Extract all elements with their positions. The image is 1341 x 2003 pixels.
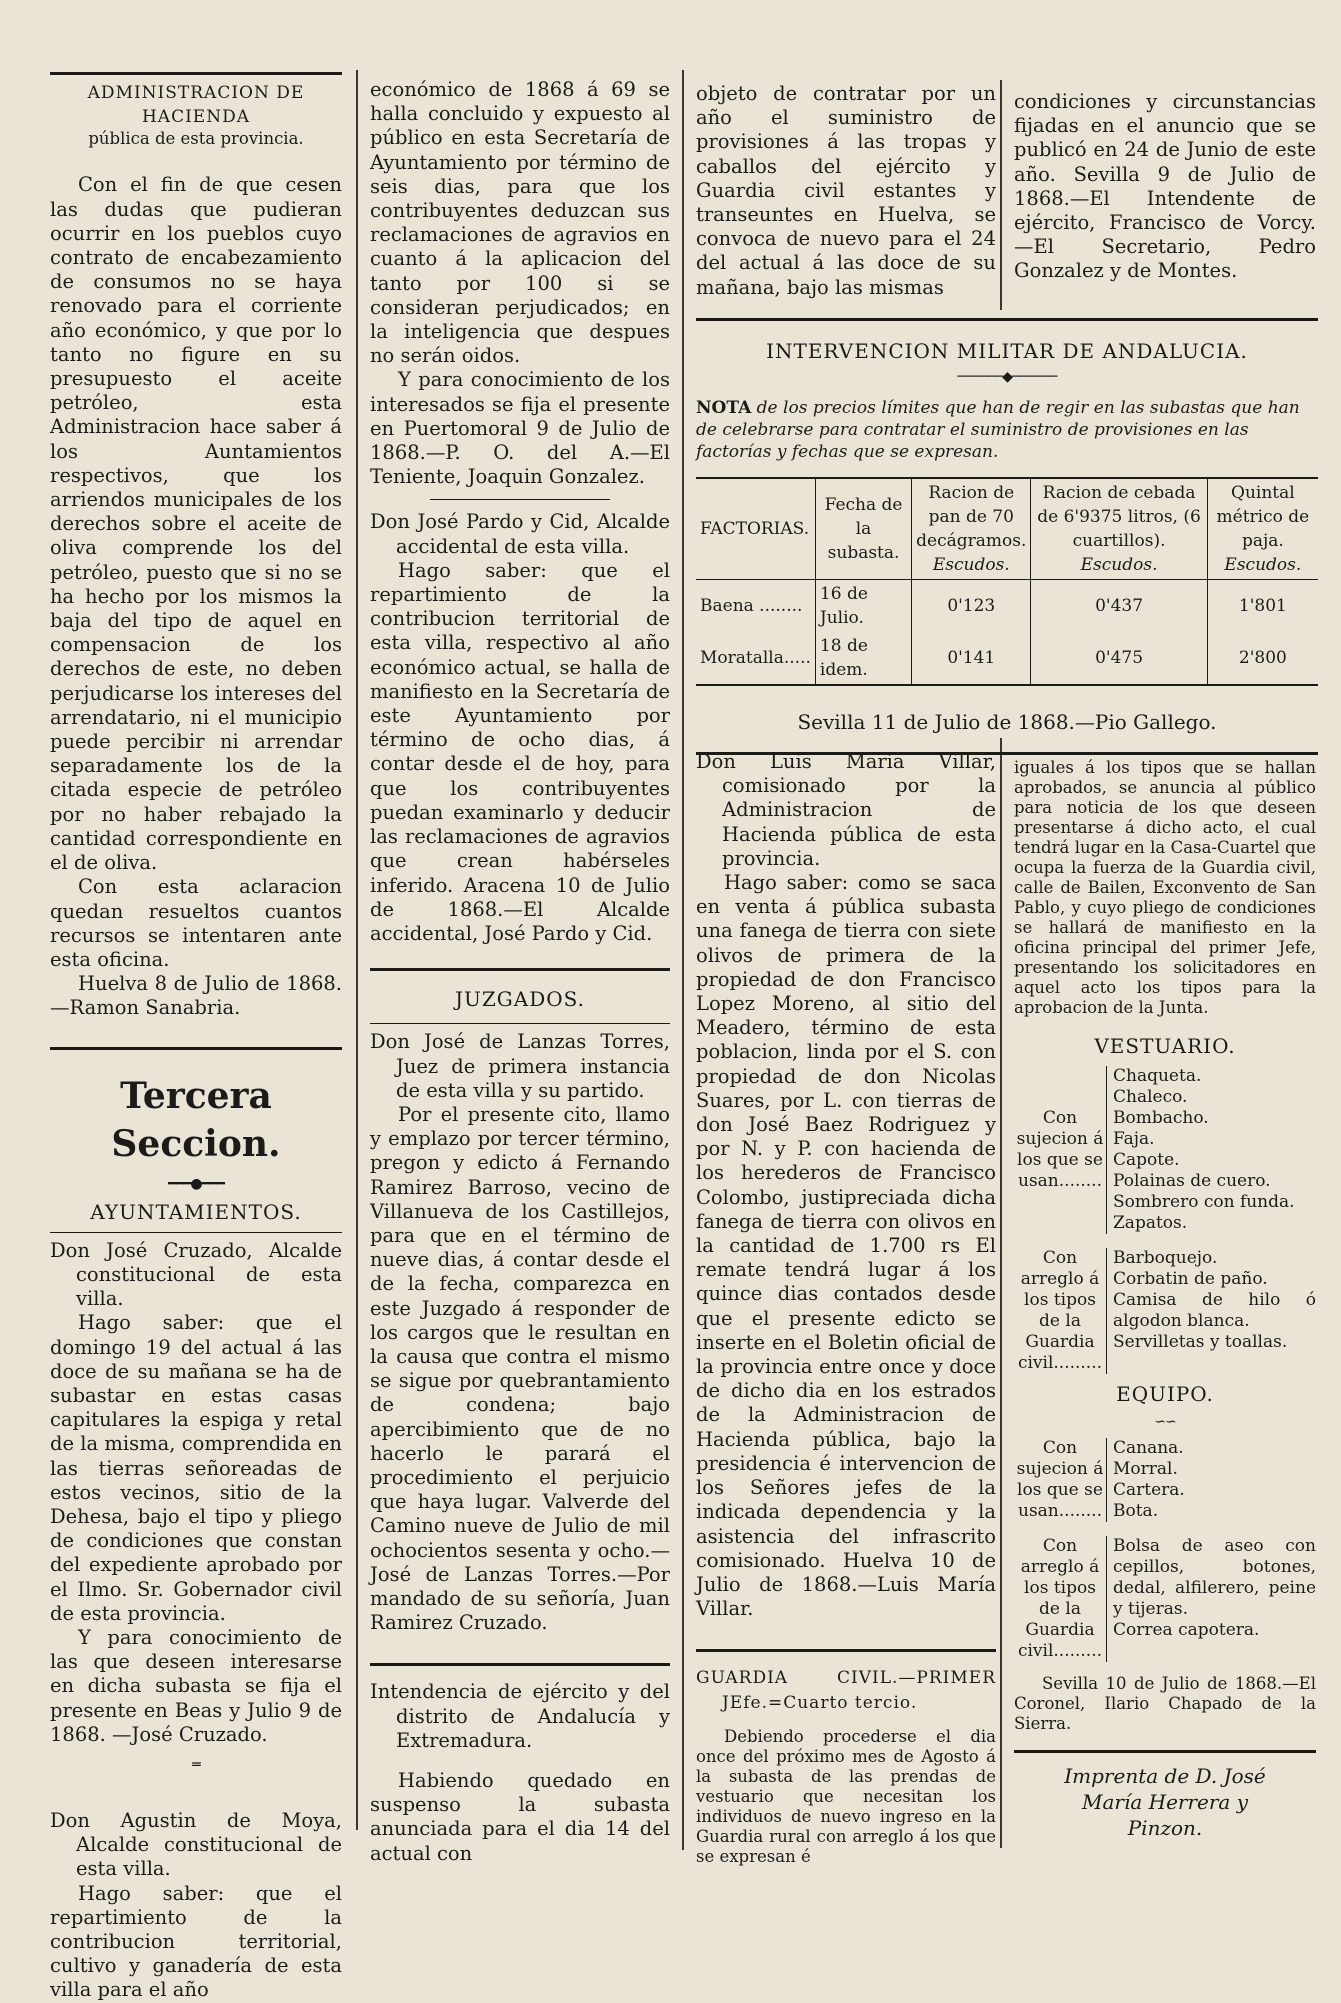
column-rule [356, 70, 358, 1830]
admin-title: ADMINISTRACION DE HACIENDA [87, 83, 305, 128]
group-vestuario-2 [1014, 1248, 1316, 1374]
group-equipo-2 [1014, 1536, 1316, 1662]
cell-fecha: 16 de Julio. [815, 580, 911, 633]
section-rule [1014, 1750, 1316, 1753]
section-rule [370, 968, 670, 971]
column-rule [682, 70, 684, 1850]
pardo-paragraph: Hago saber: que el repartimiento de la contribucion territorial de esta villa, respectivo al año económico actual, se halla de manifiesto en la Secretaría de este Ayuntamiento por término de ocho dias, á contar desde el de hoy, para que los contribuyentes puedan examinarlo y deducir las reclamaciones de agravios que crean habérseles inferido. Aracena 10 de Julio de 1868.—El Alcalde accidental, José Pardo y Cid. [370, 558, 670, 945]
cell-paja: 2'800 [1207, 632, 1318, 685]
nota-lead: NOTA [696, 398, 752, 418]
cell-pan: 0'123 [912, 580, 1031, 633]
ornament: ═ [192, 1756, 200, 1773]
guardia-title: GUARDIA CIVIL.—PRIMER JEfe.=Cuarto tercio. [696, 1668, 996, 1713]
column-rule [1000, 738, 1002, 1848]
col4-signature: Sevilla 10 de Julio de 1868.—El Coronel, Ilario Chapado de la Sierra. [1014, 1674, 1316, 1734]
col2-paragraph: económico de 1868 á 69 se halla concluido y expuesto al público en esta Secretaría de Ayuntamiento por término de seis dias, para que los contribuyentes deduzcan sus reclamaciones de agravios en cuanto á la aplicacion del tanto por 100 si se consideran perjudicados; en la inteligencia que despues no serán oidos. [370, 78, 670, 368]
admin-subtitle: pública de esta provincia. [88, 129, 304, 149]
group-label: Con sujecion á los que se usan........ [1016, 1438, 1104, 1522]
item-list [1106, 1066, 1316, 1234]
list-item: Sombrero con funda. [1113, 1192, 1295, 1213]
list-item: Canana. [1113, 1438, 1184, 1459]
cell-cebada: 0'475 [1031, 632, 1207, 685]
column-4 [1014, 758, 1316, 1841]
cruzado-paragraph: Y para conocimiento de las que deseen interesarse en dicha subasta se fija el presente en Beas y Julio 9 de 1868. —José Cruzado. [50, 1625, 342, 1746]
intendencia-paragraph: Habiendo quedado en suspenso la subasta anunciada para el dia 14 del actual con [370, 1769, 670, 1865]
list-item: Corbatin de paño. [1113, 1269, 1268, 1290]
equipo-title: EQUIPO. [1116, 1382, 1214, 1407]
divider [370, 1023, 670, 1024]
tercera-seccion-title: Tercera Seccion. [111, 1074, 281, 1165]
escudos-label: Escudos. [932, 555, 1010, 575]
section-rule [50, 1047, 342, 1050]
pardo-heading: Don José Pardo y Cid, Alcalde accidental de esta villa. [370, 510, 670, 558]
divider [50, 1232, 342, 1233]
list-item: Chaqueta. [1113, 1066, 1202, 1087]
moya-paragraph: Hago saber: que el repartimiento de la contribucion territorial, cultivo y ganadería de esta villa para el año [50, 1881, 342, 2002]
intervencion-block [696, 312, 1318, 761]
header-racion-cebada [1031, 478, 1207, 580]
group-label: Con arreglo á los tipos de la Guardia civil......... [1017, 1536, 1103, 1662]
cell-paja: 1'801 [1207, 580, 1318, 633]
list-item: Chaleco. [1113, 1087, 1188, 1108]
header-fecha: Fecha de la subasta. [815, 478, 911, 580]
group-equipo-1 [1014, 1438, 1316, 1522]
list-item: Polainas de cuero. [1113, 1171, 1271, 1192]
admin-paragraph: Con el fin de que cesen las dudas que pudieran ocurrir en los pueblos cuyo contrato de encabezamiento de consumos no se haya renovado para el corriente año económico, y que por lo tanto no figure en su presupuesto el aceite petróleo, esta Administracion hace saber á los Auntamientos respectivos, que los arriendos municipales de los derechos sobre el aceite de oliva comprende los del petróleo, puesto que si no se ha hecho por los mismos la baja del tipo de aquel en compensacion de los derechos de este, no deben perjudicarse los intereses del arrendatario, ni el municipio puede percibir ni arrendar separadamente los de la citada especie de petróleo por no haber rebajado la cantidad correspondiente en el de oliva. [50, 173, 342, 875]
moya-heading: Don Agustin de Moya, Alcalde constitucional de esta villa. [50, 1808, 342, 1881]
header-racion-pan-label: Racion de pan de 70 decágramos. [916, 483, 1027, 551]
list-item: Morral. [1113, 1459, 1178, 1480]
villar-paragraph: Hago saber: como se saca en venta á pública subasta una fanega de tierra con siete olivos de primera de la propiedad de don Francisco Lopez Moreno, al sitio del Meadero, término de esta poblacion, linda por el S. con propiedad de don Nicolas Suares, por L. con tierras de don José Baez Rodriguez y por N. y P. con hacienda de los herederos de Francisco Colombo, justipreciada dicha fanega de tierra con olivos en la cantidad de 1.700 rs El remate tendrá lugar á los quince dias contados desde que el presente edicto se inserte en el Boletin oficial de la provincia entre once y doce de dicho dia en los estrados de la Administracion de Hacienda pública, bajo la presidencia é intervencion de los Señores jefes de la indicada dependencia y la asistencia del infrascrito comisionado. Huelva 10 de Julio de 1868.—Luis María Villar. [696, 871, 996, 1621]
villar-heading: Don Luis María Villar, comisionado por la Administracion de Hacienda pública de esta provincia. [696, 750, 996, 870]
ornament: ∽∽ [1154, 1414, 1176, 1431]
top-paragraph: condiciones y circunstancias fijadas en el anuncio que se publicó en 24 de Junio de este año. Sevilla 9 de Julio de 1868.—El Intendente de ejército, Francisco de Vorcy. —El Secretario, Pedro Gonzalez y de Montes. [1014, 90, 1316, 283]
list-item: Bombacho. [1113, 1108, 1209, 1129]
cruzado-heading: Don José Cruzado, Alcalde constitucional de esta villa. [50, 1238, 342, 1311]
list-item: Correa capotera. [1113, 1620, 1260, 1641]
header-racion-cebada-label: Racion de cebada de 6'9375 litros, (6 cuartillos). [1037, 483, 1201, 551]
list-item: Barboquejo. [1113, 1248, 1218, 1269]
list-item: Zapatos. [1113, 1213, 1188, 1234]
cell-cebada: 0'437 [1031, 580, 1207, 633]
list-item: Servilletas y toallas. [1113, 1332, 1288, 1353]
section-rule [370, 1663, 670, 1666]
nota [696, 397, 1318, 463]
group-label: Con arreglo á los tipos de la Guardia civil......... [1017, 1248, 1103, 1374]
juzgados-title: JUZGADOS. [455, 987, 585, 1012]
item-list [1106, 1248, 1316, 1374]
item-list [1106, 1536, 1316, 1662]
table-row [696, 580, 1318, 633]
header-quintal [1207, 478, 1318, 580]
cruzado-paragraph: Hago saber: que el domingo 19 del actual á las doce de su mañana se ha de subastar en estas casas capitulares la espiga y retal de la misma, comprendida en las tierras señoreadas de estos vecinos, sitio de la Dehesa, bajo el tipo y pliego de condiciones que constan del expediente aprobado por el Ilmo. Sr. Gobernador civil de esta provincia. [50, 1311, 342, 1625]
lanzas-paragraph: Por el presente cito, llamo y emplazo por tercer término, pregon y edicto á Fernando Ramirez Barroso, vecino de Villanueva de los Castillejos, para que en el término de nueve dias, á contar desde el de la fecha, comparezca en este Juzgado á responder de los cargos que le resultan en la causa que contra el mismo se sigue por quebrantamiento de condena; bajo apercibimiento que de no hacerlo le parará el procedimiento el perjuicio que haya lugar. Valverde del Camino nueve de Julio de mil ochocientos sesenta y ocho.—José de Lanzas Torres.—Por mandado de su señoría, Juan Ramirez Cruzado. [370, 1102, 670, 1635]
group-label: Con sujecion á los que se usan........ [1016, 1108, 1104, 1192]
list-item: Capote. [1113, 1150, 1180, 1171]
intervencion-title: INTERVENCION MILITAR DE ANDALUCIA. [766, 339, 1248, 363]
divider [430, 499, 610, 500]
header-racion-pan [912, 478, 1031, 580]
guardia-paragraph: Debiendo procederse el dia once del próximo mes de Agosto á la subasta de las prendas de vestuario que necesitan los individuos de nuevo ingreso en la Guardia rural con arreglo á los que se expresan é [696, 1726, 996, 1866]
top-paragraph: objeto de contratar por un año el suministro de provisiones á las tropas y caballos del ejército y Guardia civil estantes y transeuntes en Huelva, se convoca de nuevo para el 24 del actual á las doce de su mañana, bajo las mismas [696, 82, 996, 299]
admin-paragraph: Con esta aclaracion quedan resueltos cuantos recursos se intentaren ante esta oficina. [50, 875, 342, 971]
lanzas-heading: Don José de Lanzas Torres, Juez de primera instancia de esta villa y su partido. [370, 1030, 670, 1102]
group-vestuario-1 [1014, 1066, 1316, 1234]
prices-table [696, 477, 1318, 686]
list-item: Bolsa de aseo con cepillos, botones, dedal, alfilerero, peine y tijeras. [1113, 1536, 1316, 1620]
section-rule [696, 318, 1318, 321]
column-1 [50, 70, 342, 2003]
ornament: ──────◆────── [957, 369, 1057, 385]
list-item: Faja. [1113, 1129, 1155, 1150]
column-3 [696, 750, 996, 1867]
item-list [1106, 1438, 1316, 1522]
column-rule [1000, 80, 1002, 310]
header-quintal-label: Quintal métrico de paja. [1216, 483, 1310, 551]
cell-pan: 0'141 [912, 632, 1031, 685]
escudos-label: Escudos. [1080, 555, 1158, 575]
cell-fecha: 18 de idem. [815, 632, 911, 685]
list-item: Bota. [1113, 1501, 1159, 1522]
section-rule [696, 1649, 996, 1652]
header-factorias: FACTORIAS. [700, 519, 810, 539]
escudos-label: Escudos. [1224, 555, 1302, 575]
intervencion-signature: Sevilla 11 de Julio de 1868.—Pio Gallego. [797, 710, 1217, 734]
cell-factoria: Moratalla..... [700, 648, 811, 668]
vestuario-title: VESTUARIO. [1094, 1034, 1236, 1058]
col4-paragraph: iguales á los tipos que se hallan aprobados, se anuncia al público para noticia de los que deseen presentarse á dicho acto, el cual tendrá lugar en la Casa-Cuartel que ocupa la fuerza de la Guardia civil, calle de Bailen, Exconvento de San Pablo, y cuyo pliego de condiciones se hallará de manifiesto en la oficina principal del primer Jefe, presentando los solicitadores en aquel acto los tipos para la aprobacion de la Junta. [1014, 758, 1316, 1017]
cell-factoria: Baena ........ [700, 596, 803, 616]
col2-paragraph: Y para conocimiento de los interesados se fija el presente en Puertomoral 9 de Julio de 1868.—P. O. del A.—El Teniente, Joaquin Gonzalez. [370, 368, 670, 489]
list-item: Cartera. [1113, 1480, 1185, 1501]
top-col4 [1014, 90, 1316, 284]
top-col3 [696, 82, 996, 300]
nota-text: de los precios límites que han de regir en las subastas que han de celebrarse para contratar el suministro de provisiones en las factorías y fechas que se expresan. [696, 398, 1300, 462]
list-item: Camisa de hilo ó algodon blanca. [1113, 1290, 1316, 1332]
column-2 [370, 78, 670, 1866]
table-row [696, 632, 1318, 685]
intendencia-heading: Intendencia de ejército y del distrito de Andalucía y Extremadura. [370, 1680, 670, 1752]
admin-signature: Huelva 8 de Julio de 1868. —Ramon Sanabria. [50, 972, 342, 1020]
section-rule [50, 72, 342, 75]
ayuntamientos-title: AYUNTAMIENTOS. [90, 1199, 302, 1224]
imprenta: Imprenta de D. José María Herrera y Pinzon. [1064, 1764, 1266, 1841]
ornament: ━━━●━━━ [168, 1175, 224, 1192]
